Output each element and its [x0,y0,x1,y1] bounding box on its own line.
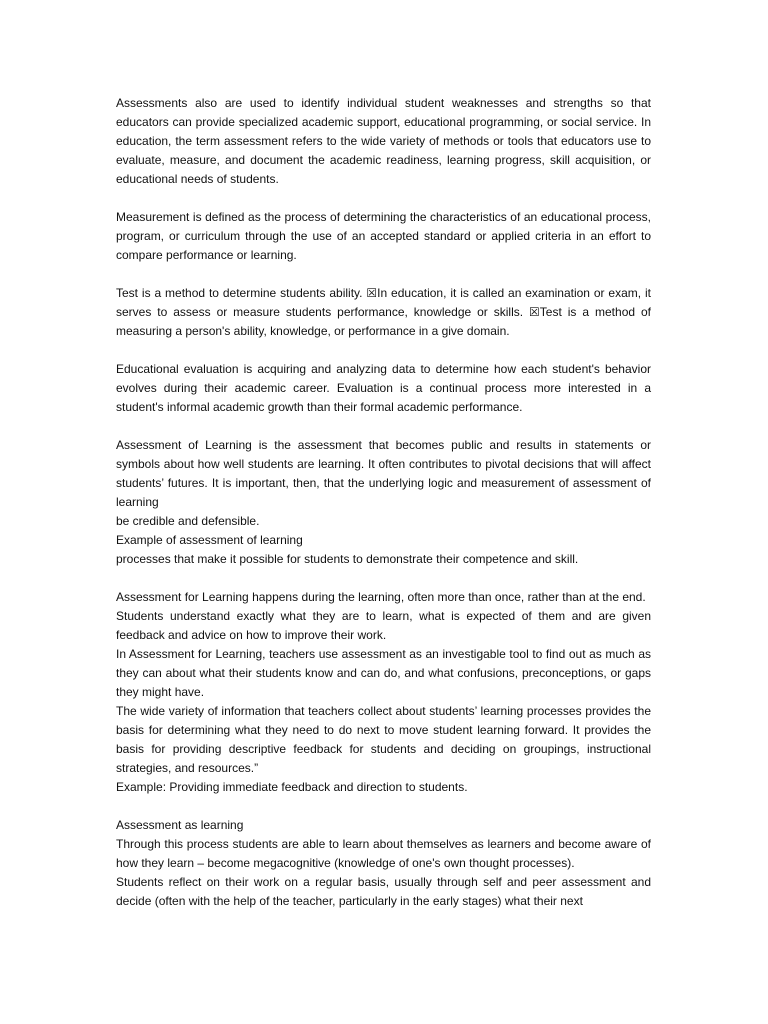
document-page [116,94,651,911]
paragraph-test [116,284,651,341]
paragraph-assessment-of-learning [116,436,651,569]
paragraph-line: In Assessment for Learning, teachers use assessment as an investigable tool to find out as much as they can about what their students know and can do, and what confusions, preconceptions, or gaps they might have. [116,647,651,699]
paragraph-assessment-for-learning [116,588,651,797]
paragraph-line: Example: Providing immediate feedback and direction to students. [116,780,468,794]
paragraph-measurement [116,208,651,265]
paragraph-line: Assessment for Learning happens during the learning, often more than once, rather than at the end. [116,590,646,604]
paragraph-line: Test is a method to determine students ability. ☒In education, it is called an examination or exam, it serves to assess or measure students performance, knowledge or skills. ☒Test is a method of measuring a person's ability, knowledge, or performance in a give domain. [116,286,651,338]
paragraph-line: Example of assessment of learning [116,533,303,547]
paragraph-line: Through this process students are able to learn about themselves as learners and become aware of how they learn – become megacognitive (knowledge of one's own thought processes). [116,837,651,870]
paragraph-line: Assessment of Learning is the assessment that becomes public and results in statements or symbols about how well students are learning. It often contributes to pivotal decisions that will affect students’ futures. It is important, then, that the underlying logic and measurement of assessment of learning [116,438,651,509]
paragraph-line: Assessment as learning [116,818,244,832]
paragraph-line: Students understand exactly what they are to learn, what is expected of them and are given feedback and advice on how to improve their work. [116,609,651,642]
paragraph-line: Measurement is defined as the process of determining the characteristics of an educational process, program, or curriculum through the use of an accepted standard or applied criteria in an effort to compare performance or learning. [116,210,651,262]
paragraph-line: The wide variety of information that teachers collect about students’ learning processes provides the basis for determining what they need to do next to move student learning forward. It provides the basis for providing descriptive feedback for students and deciding on groupings, instructional strategies, and resources.” [116,704,651,775]
paragraph-line: Assessments also are used to identify individual student weaknesses and strengths so that educators can provide specialized academic support, educational programming, or social service. In education, the term assessment refers to the wide variety of methods or tools that educators use to evaluate, measure, and document the academic readiness, learning progress, skill acquisition, or educational needs of students. [116,96,651,186]
paragraph-line: processes that make it possible for students to demonstrate their competence and skill. [116,552,579,566]
paragraph-assessment-as-learning [116,816,651,911]
paragraph-line: be credible and defensible. [116,514,260,528]
paragraph-assessments [116,94,651,189]
paragraph-line: Students reflect on their work on a regular basis, usually through self and peer assessment and decide (often with the help of the teacher, particularly in the early stages) what their next [116,875,651,908]
paragraph-line: Educational evaluation is acquiring and analyzing data to determine how each student's behavior evolves during their academic career. Evaluation is a continual process more interested in a student's informal academic growth than their formal academic performance. [116,362,651,414]
paragraph-evaluation [116,360,651,417]
